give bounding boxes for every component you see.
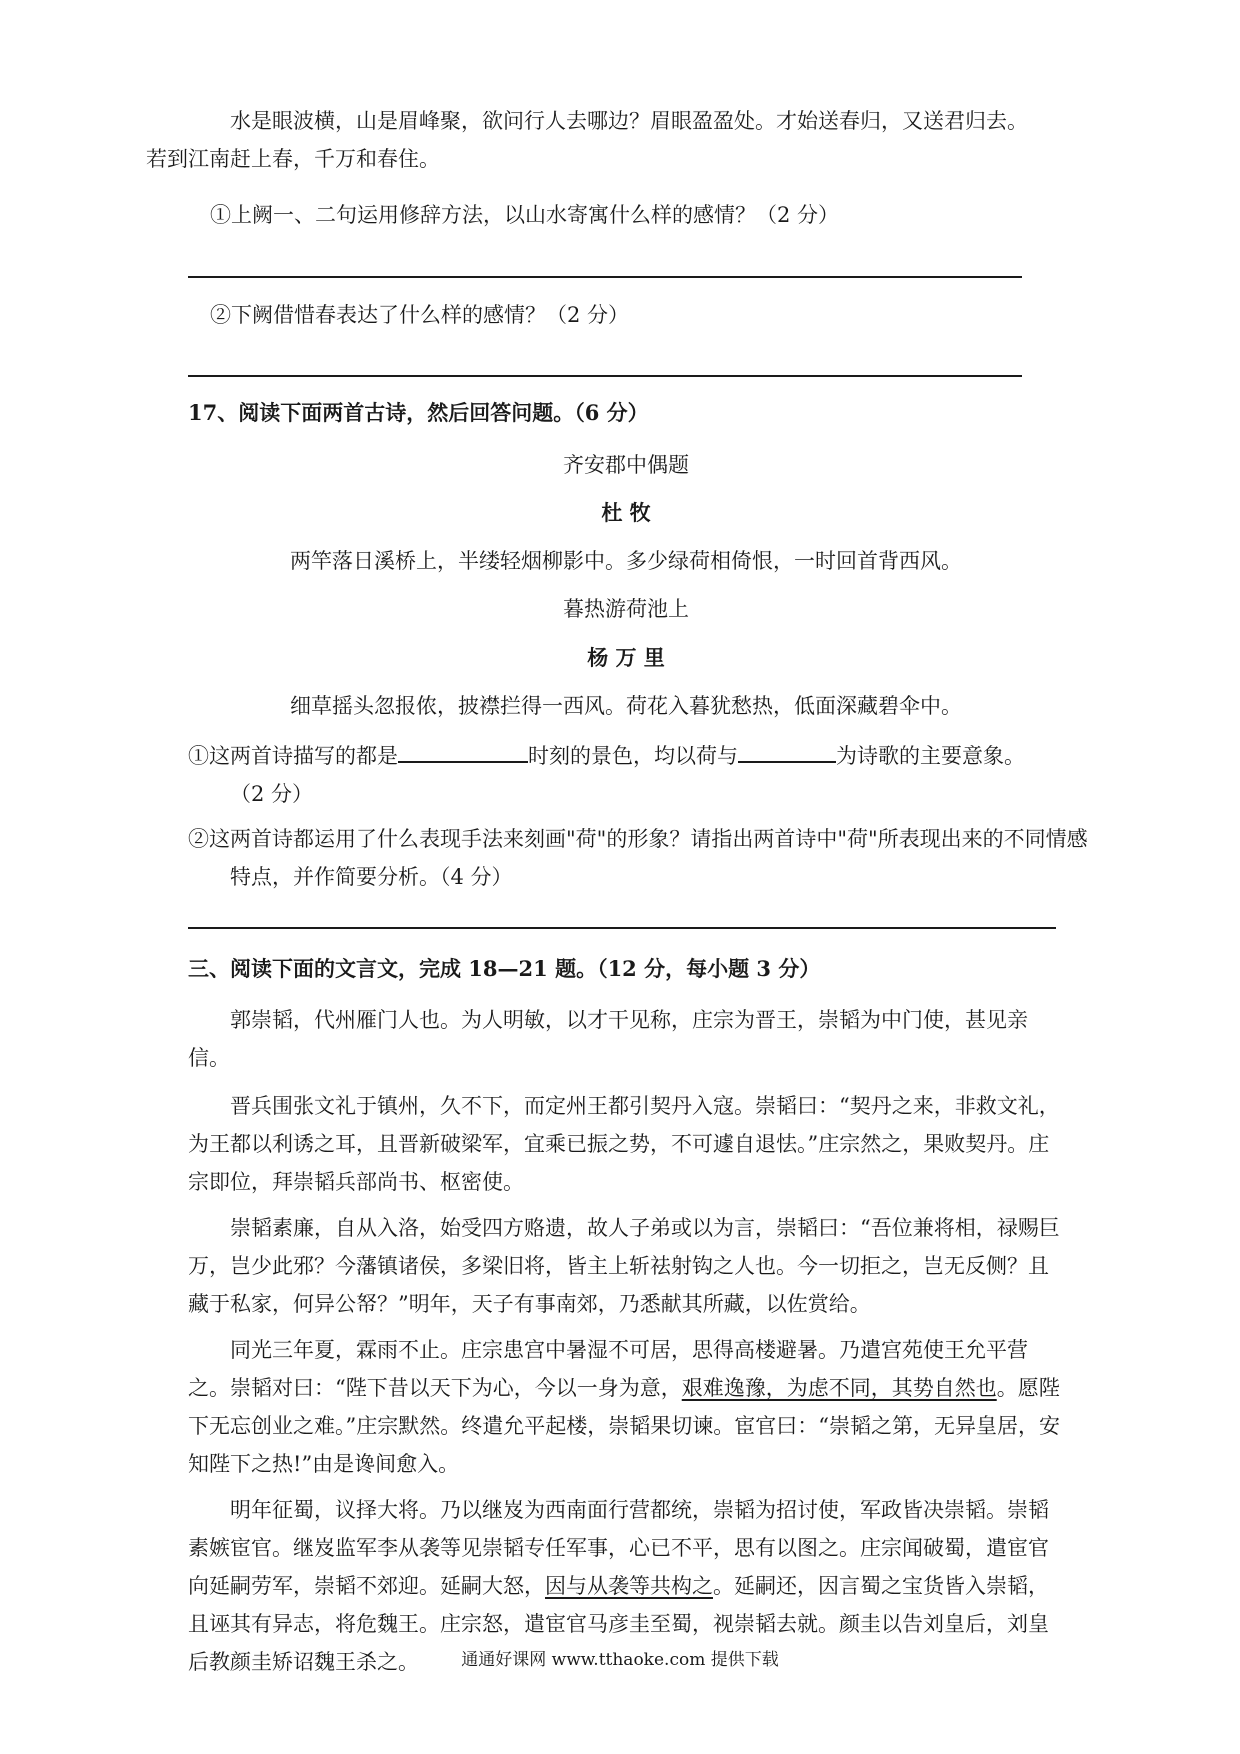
q16-sub2: ②下阙借惜春表达了什么样的感情？（2 分） — [210, 303, 630, 327]
q17-sub1-part-a: ①这两首诗描写的都是 — [188, 744, 398, 768]
passage-paragraph-5-text-a: 明年征蜀，议择大将。乃以继岌为西南面行营都统，崇韬为招讨使，军政皆决崇韬。崇韬素嫉宦官。继岌监军李从袭等见崇韬专任军事，心已不平，思有以图之。庄宗闻破蜀，遣宦官向延嗣劳军，崇韬不郊迎。延嗣大怒， — [188, 1498, 1049, 1598]
answer-line — [188, 375, 1022, 377]
poem-intro-line1: 水是眼波横，山是眉峰聚，欲问行人去哪边？眉眼盈盈处。才始送春归，又送君归去。 — [230, 109, 1028, 133]
passage-paragraph-1: 郭崇韬，代州雁门人也。为人明敏，以才干见称，庄宗为晋王，崇韬为中门使，甚见亲信。 — [188, 1008, 1028, 1070]
q17-sub1 — [188, 737, 1106, 813]
q17-sub2: ②这两首诗都运用了什么表现手法来刻画"荷"的形象？请指出两首诗中"荷"所表现出来的不同情感特点，并作简要分析。（4 分） — [188, 827, 1088, 889]
passage-paragraph-3: 崇韬素廉，自从入洛，始受四方赂遗，故人子弟或以为言，崇韬曰：“吾位兼将相，禄赐巨万，岂少此邪？今藩镇诸侯，多梁旧将，皆主上斩祛射钩之人也。今一切拒之，岂无反侧？且藏于私家，何异公帑？”明年，天子有事南郊，乃悉献其所藏，以佐赏给。 — [188, 1216, 1060, 1316]
q16-sub1: ①上阙一、二句运用修辞方法，以山水寄寓什么样的感情？（2 分） — [210, 203, 840, 227]
poem-intro-line2: 若到江南赶上春，千万和春住。 — [146, 147, 440, 171]
q17-sub1-part-b: 时刻的景色，均以荷与 — [528, 744, 738, 768]
underlined-sentence-2: 因与从袭等共构之 — [545, 1574, 713, 1598]
answer-line — [188, 276, 1022, 278]
q17-heading: 17、阅读下面两首古诗，然后回答问题。（6 分） — [188, 400, 649, 425]
q17-sub1-part-c: 为诗歌的主要意象。 — [836, 744, 1025, 768]
poem2-title: 暮热游荷池上 — [563, 597, 689, 621]
poem2-author: 杨 万 里 — [587, 645, 665, 670]
passage-paragraph-4-text-a: 同光三年夏，霖雨不止。庄宗患宫中暑湿不可居，思得高楼避暑。乃遣宫苑使王允平营之。崇韬对曰：“陛下昔以天下为心，今以一身为意， — [188, 1338, 1028, 1400]
passage-paragraph-2: 晋兵围张文礼于镇州，久不下，而定州王都引契丹入寇。崇韬曰：“契丹之来，非救文礼，为王都以利诱之耳，且晋新破梁军，宜乘已振之势，不可遽自退怯。”庄宗然之，果败契丹。庄宗即位，拜崇韬兵部尚书、枢密使。 — [188, 1094, 1060, 1194]
fill-blank-2[interactable] — [738, 739, 836, 763]
passage-paragraph-4 — [188, 1331, 1064, 1483]
page-footer: 通通好课网 www.tthaoke.com 提供下载 — [461, 1650, 779, 1670]
poem1-author: 杜 牧 — [601, 500, 651, 525]
fill-blank-1[interactable] — [398, 739, 528, 763]
passage-paragraph-4-text-b: 。愿陛下无忘创业之难。”庄宗默然。终遣允平起楼，崇韬果切谏。宦官曰：“崇韬之第，无异皇居，安知陛下之热!”由是谗间愈入。 — [188, 1376, 1060, 1476]
answer-line — [188, 927, 1056, 929]
poem1-title: 齐安郡中偶题 — [563, 453, 689, 477]
passage-paragraph-5-text-b: 。延嗣还，因言蜀之宝货皆入崇韬，且诬其有异志，将危魏王。庄宗怒，遣宦官马彦圭至蜀，视崇韬去就。颜圭以告刘皇后，刘皇后教颜圭矫诏魏王杀之。 — [188, 1574, 1049, 1674]
poem-intro — [146, 102, 1064, 178]
underlined-sentence-1: 艰难逸豫，为虑不同，其势自然也 — [681, 1376, 997, 1400]
section3-heading: 三、阅读下面的文言文，完成 18—21 题。（12 分，每小题 3 分） — [188, 956, 821, 981]
poem2-text: 细草摇头忽报侬，披襟拦得一西风。荷花入暮犹愁热，低面深藏碧伞中。 — [290, 694, 962, 718]
q17-sub1-score: （2 分） — [230, 782, 314, 806]
poem1-text: 两竿落日溪桥上，半缕轻烟柳影中。多少绿荷相倚恨，一时回首背西风。 — [290, 549, 962, 573]
